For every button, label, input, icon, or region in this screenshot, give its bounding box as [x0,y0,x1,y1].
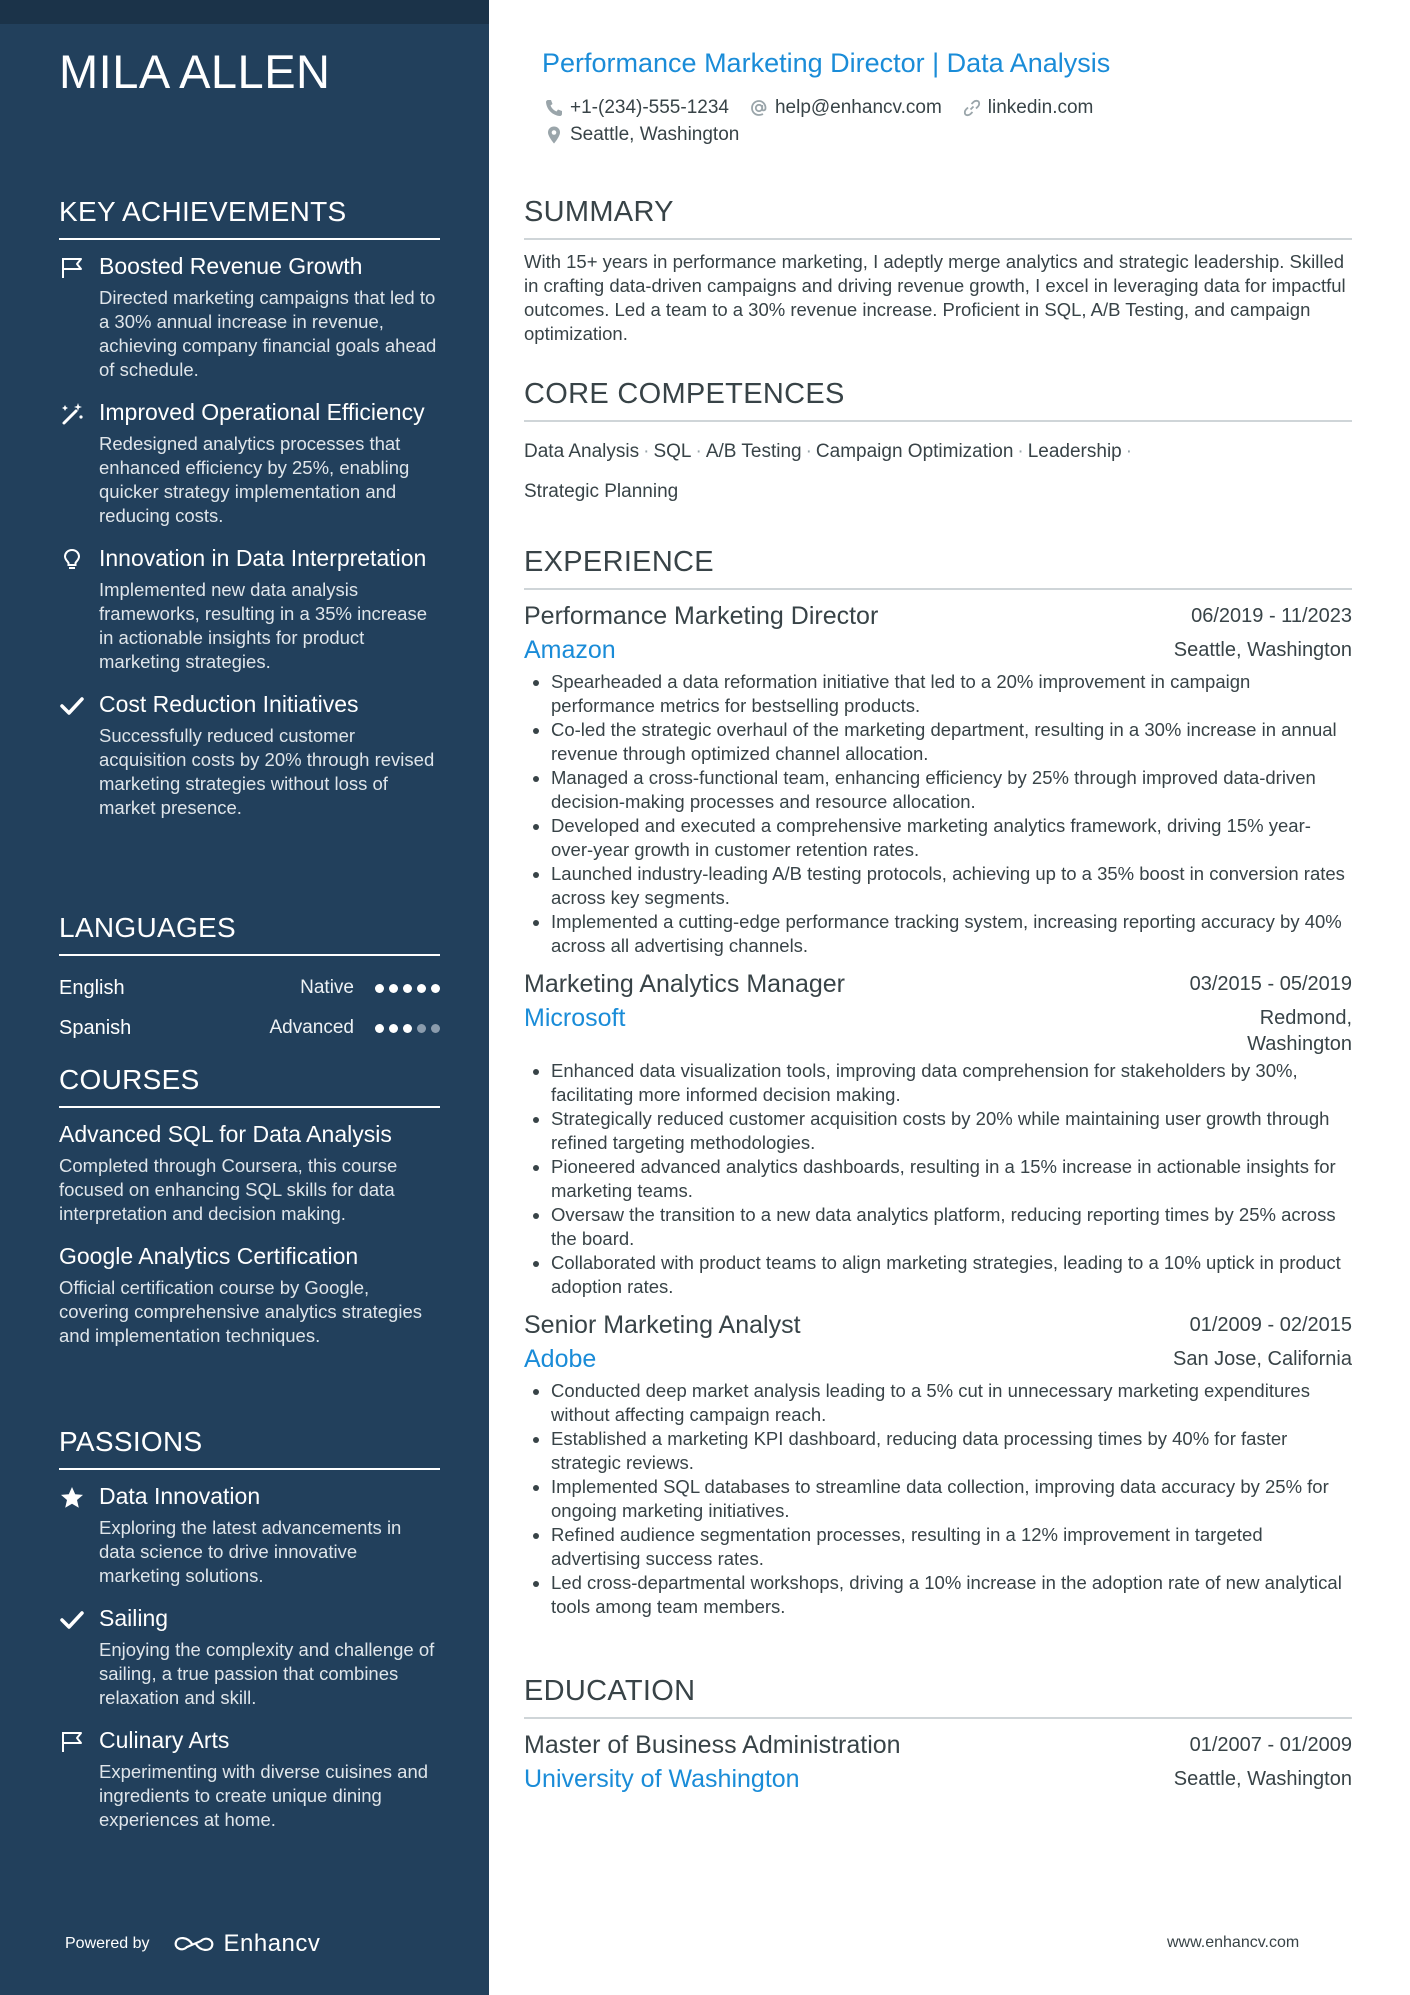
language-level: Advanced [269,1017,354,1038]
achievement-title: Innovation in Data Interpretation [99,545,427,571]
job-title: Senior Marketing Analyst [524,1311,801,1339]
languages-section [59,912,440,1048]
linkedin-text: linkedin.com [987,97,1094,118]
location-pin-icon [544,125,564,145]
job-bullets [524,670,1352,958]
job-dates: 01/2009 - 02/2015 [1189,1314,1352,1336]
achievement-desc: Successfully reduced customer acquisition costs by 20% through revised marketing strategies without loss of market presence. [99,725,435,818]
passion-desc: Experimenting with diverse cuisines and ingredients to create unique dining experiences at home. [99,1761,429,1830]
achievement-desc: Implemented new data analysis frameworks, resulting in a 35% increase in actionable insights for product marketing strategies. [99,579,428,672]
magic-wand-icon [59,401,85,427]
passions-heading: PASSIONS [59,1426,440,1470]
language-name: Spanish [59,1016,132,1039]
job-bullet: • Established a marketing KPI dashboard, reducing data processing times by 40% for faster strategic reviews. [551,1427,1352,1475]
rating-dot [375,1024,384,1033]
powered-by-label: Powered by [65,1935,150,1952]
job-bullet: • Oversaw the transition to a new data analytics platform, reducing reporting times by 25% across the board. [551,1203,1352,1251]
achievements-heading: KEY ACHIEVEMENTS [59,196,440,240]
flag-icon [59,255,85,281]
course-desc: Completed through Coursera, this course focused on enhancing SQL skills for data interpretation and decision making. [59,1155,398,1224]
job-bullet: • Strategically reduced customer acquisition costs by 20% while maintaining user growth through refined targeting methodologies. [551,1107,1352,1155]
achievement-desc: Directed marketing campaigns that led to a 30% annual increase in revenue, achieving company financial goals ahead of schedule. [99,287,437,380]
enhancv-brand[interactable] [172,1930,321,1958]
location-row [544,124,759,146]
language-rating [375,1024,440,1033]
education-dates: 01/2007 - 01/2009 [1189,1734,1352,1756]
rating-dot [389,1024,398,1033]
achievement-item [59,544,440,674]
languages-heading: LANGUAGES [59,912,440,956]
job-bullet: • Developed and executed a comprehensive marketing analytics framework, driving 15% year-over-year growth in customer retention rates. [551,814,1352,862]
enhancv-brand-name: Enhancv [223,1930,321,1957]
competence-separator: · [805,441,812,462]
location-contact [544,124,739,146]
star-icon [59,1485,85,1511]
email-text: help@enhancv.com [774,97,942,118]
job-dates: 03/2015 - 05/2019 [1189,973,1352,995]
courses-section [59,1064,440,1364]
company-name[interactable]: Adobe [524,1345,597,1373]
competence-item: Strategic Planning [524,481,679,502]
email-contact[interactable] [749,97,942,119]
competence-item: Campaign Optimization [815,441,1014,462]
job-bullet: • Refined audience segmentation processes, resulting in a 12% improvement in targeted advertising success rates. [551,1523,1352,1571]
phone-text: +1-(234)-555-1234 [570,97,729,118]
job-bullet: • Implemented SQL databases to streamline data collection, improving data accuracy by 25% for ongoing marketing initiatives. [551,1475,1352,1523]
competence-item: SQL [653,441,692,462]
language-row [59,968,440,1008]
job-bullet: • Managed a cross-functional team, enhancing efficiency by 25% through improved data-driven decision-making processes and resource allocation. [551,766,1352,814]
job-bullets [524,1059,1352,1299]
job-bullet: • Implemented a cutting-edge performance tracking system, increasing reporting accuracy by 40% across all advertising channels. [551,910,1352,958]
passion-title: Culinary Arts [99,1727,230,1753]
degree-title: Master of Business Administration [524,1731,901,1759]
achievement-item [59,398,440,528]
competence-item: A/B Testing [705,441,802,462]
competence-item: Data Analysis [524,441,640,462]
job-entry [524,600,1352,958]
achievements-section [59,196,440,836]
check-icon [59,1607,85,1633]
job-bullet: • Pioneered advanced analytics dashboards, resulting in a 15% increase in actionable insights for marketing teams. [551,1155,1352,1203]
powered-by [65,1930,320,1958]
education-section [524,1675,1352,1807]
job-dates: 06/2019 - 11/2023 [1191,605,1352,627]
job-bullet: • Conducted deep market analysis leading to a 5% cut in unnecessary marketing expenditures without affecting campaign reach. [551,1379,1352,1427]
competence-separator: · [643,441,650,462]
job-location: Redmond, Washington [1247,1007,1352,1055]
company-name[interactable]: Microsoft [524,1004,626,1032]
course-item [59,1242,440,1348]
link-icon [962,98,982,118]
competence-item: Leadership [1027,441,1122,462]
rating-dot [431,984,440,993]
summary-heading: SUMMARY [524,196,1352,240]
courses-heading: COURSES [59,1064,440,1108]
rating-dot [417,984,426,993]
candidate-name: MILA ALLEN [59,45,331,98]
rating-dot [389,984,398,993]
achievement-title: Improved Operational Efficiency [99,399,425,425]
education-entry [524,1729,1352,1797]
passion-title: Sailing [99,1605,169,1631]
job-bullet: • Co-led the strategic overhaul of the marketing department, resulting in a 30% increase in annual revenue through optimized channel allocation. [551,718,1352,766]
linkedin-contact[interactable] [962,97,1094,119]
achievement-title: Cost Reduction Initiatives [99,691,359,717]
rating-dot [403,984,412,993]
footer-url[interactable]: www.enhancv.com [1167,1934,1300,1951]
course-desc: Official certification course by Google, covering comprehensive analytics strategies and implementation techniques. [59,1277,422,1346]
language-level: Native [300,977,354,998]
achievement-title: Boosted Revenue Growth [99,253,363,279]
passion-desc: Enjoying the complexity and challenge of sailing, a true passion that combines relaxation and skill. [99,1639,435,1708]
flag-icon [59,1729,85,1755]
language-rating [375,984,440,993]
competences-section [524,378,1352,512]
contact-row [544,97,1113,119]
job-bullets [524,1379,1352,1619]
job-bullet: • Collaborated with product teams to align marketing strategies, leading to a 10% uptick in product adoption rates. [551,1251,1352,1299]
job-bullet: • Launched industry-leading A/B testing protocols, achieving up to a 35% boost in conversion rates across key segments. [551,862,1352,910]
passion-item [59,1482,440,1588]
competences-heading: CORE COMPETENCES [524,378,1352,422]
rating-dot [417,1024,426,1033]
achievement-desc: Redesigned analytics processes that enhanced efficiency by 25%, enabling quicker strategy implementation and reducing costs. [99,433,410,526]
summary-section [524,196,1352,346]
job-entry [524,1309,1352,1619]
experience-heading: EXPERIENCE [524,546,1352,590]
competence-separator: · [1125,441,1133,462]
job-bullet: • Led cross-departmental workshops, driving a 10% increase in the adoption rate of new analytical tools among team members. [551,1571,1352,1619]
experience-section [524,546,1352,1629]
course-title: Advanced SQL for Data Analysis [59,1121,392,1147]
education-location: Seattle, Washington [1173,1768,1352,1790]
passion-item [59,1604,440,1710]
education-heading: EDUCATION [524,1675,1352,1719]
phone-icon [544,98,564,118]
competence-separator: · [695,441,702,462]
phone-contact[interactable] [544,97,729,119]
job-location: Seattle, Washington [1173,639,1352,661]
passion-title: Data Innovation [99,1483,261,1509]
passion-item [59,1726,440,1832]
language-row [59,1008,440,1048]
course-title: Google Analytics Certification [59,1243,359,1269]
at-icon [749,98,769,118]
sidebar-top-strip [0,0,489,24]
job-headline: Performance Marketing Director | Data Analysis [542,48,1111,78]
rating-dot [403,1024,412,1033]
job-title: Marketing Analytics Manager [524,970,845,998]
achievement-item [59,252,440,382]
job-bullet: • Enhanced data visualization tools, improving data comprehension for stakeholders by 30%, facilitating more informed decision making. [551,1059,1352,1107]
location-text: Seattle, Washington [570,124,740,145]
check-icon [59,693,85,719]
company-name[interactable]: Amazon [524,636,616,664]
competences-list [524,432,1352,512]
achievement-item [59,690,440,820]
competence-separator: · [1017,441,1024,462]
language-name: English [59,976,125,999]
enhancv-logo-icon [172,1933,216,1955]
job-entry [524,968,1352,1299]
job-bullet: • Spearheaded a data reformation initiative that led to a 20% improvement in campaign performance metrics for bestselling products. [551,670,1352,718]
job-title: Performance Marketing Director [524,602,879,630]
rating-dot [375,984,384,993]
school-name[interactable]: University of Washington [524,1765,800,1793]
summary-text: With 15+ years in performance marketing, I adeptly merge analytics and strategic leadership. Skilled in crafting data-driven campaigns and driving revenue growth, I excel in leveraging data for impactful outcomes. Led a team to a 30% revenue increase. Proficient in SQL, A/B Testing, and campaign optimization. [524,251,1346,344]
course-item [59,1120,440,1226]
rating-dot [431,1024,440,1033]
passion-desc: Exploring the latest advancements in data science to drive innovative marketing solutions. [99,1517,402,1586]
passions-section [59,1426,440,1848]
lightbulb-icon [59,547,85,573]
job-location: San Jose, California [1173,1348,1352,1370]
